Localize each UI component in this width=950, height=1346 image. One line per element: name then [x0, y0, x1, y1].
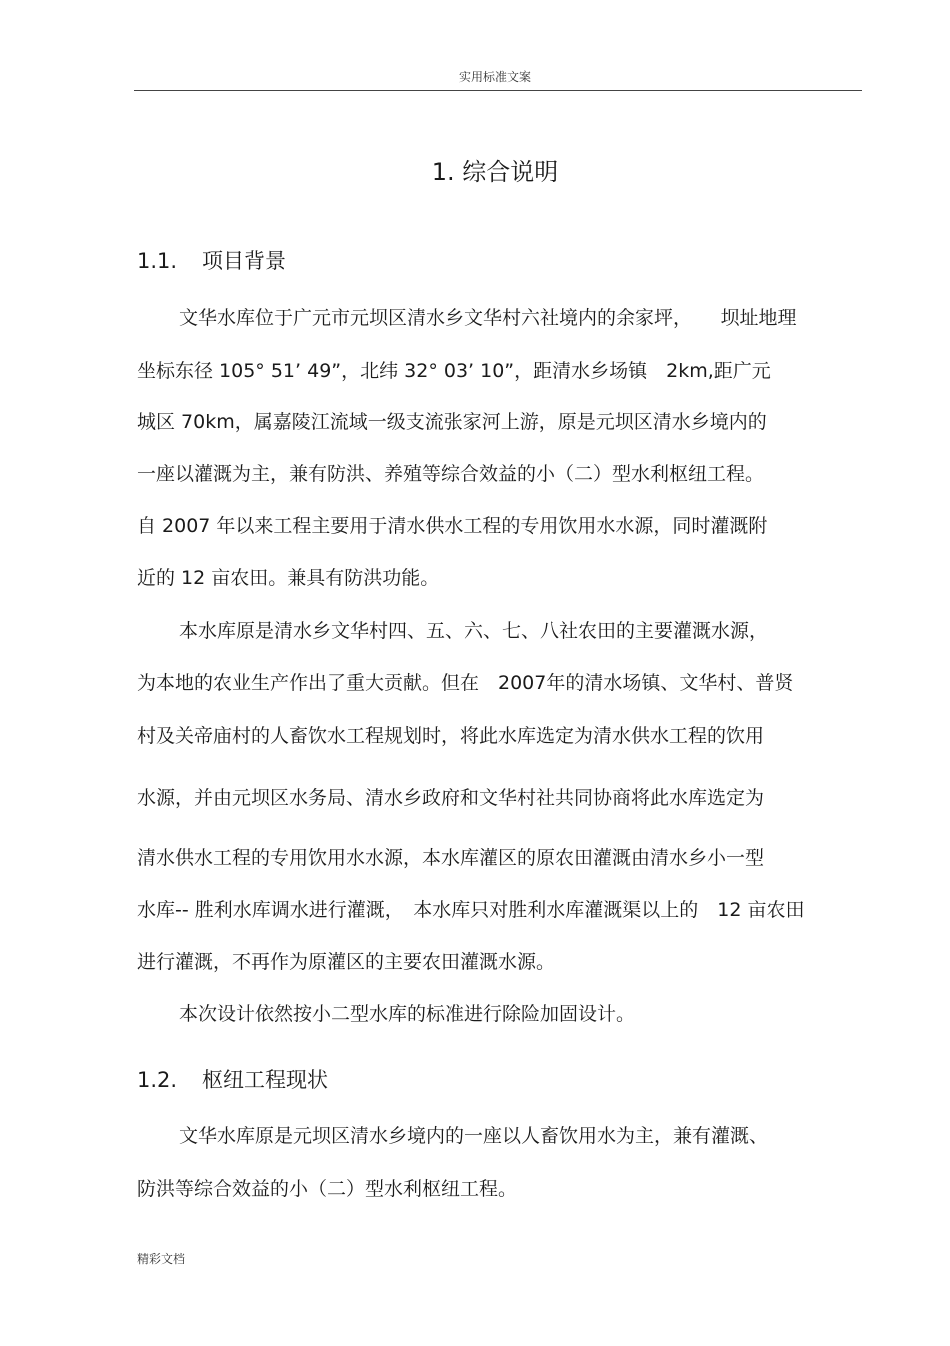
paragraph-line: 本水库原是清水乡文华村四、五、六、七、八社农田的主要灌溉水源，: [179, 620, 769, 642]
paragraph-line: 文华水库位于广元市元坝区清水乡文华村六社境内的余家坪， 坝址地理: [179, 307, 797, 329]
section-title: 枢纽工程现状: [202, 1068, 328, 1092]
paragraph-line: 文华水库原是元坝区清水乡境内的一座以人畜饮用水为主，兼有灌溉、: [179, 1125, 769, 1147]
section-heading-1-2: [137, 1064, 328, 1094]
paragraph-line: 城区 70km，属嘉陵江流域一级支流张家河上游，原是元坝区清水乡境内的: [137, 411, 767, 433]
paragraph-line: 防洪等综合效益的小（二）型水利枢纽工程。: [137, 1178, 518, 1200]
paragraph-line: 一座以灌溉为主，兼有防洪、养殖等综合效益的小（二）型水利枢纽工程。: [137, 463, 765, 485]
paragraph-line: 村及关帝庙村的人畜饮水工程规划时，将此水库选定为清水供水工程的饮用: [137, 725, 765, 747]
paragraph-line: 清水供水工程的专用饮用水水源，本水库灌区的原农田灌溉由清水乡小一型: [137, 847, 765, 869]
section-number: 1.2.: [137, 1068, 178, 1092]
paragraph-line: 为本地的农业生产作出了重大贡献。但在 2007年的清水场镇、文华村、普贤: [137, 672, 794, 694]
paragraph-line: 坐标东径 105° 51’ 49”，北纬 32° 03’ 10”，距清水乡场镇 2km,距广元: [137, 360, 771, 382]
paragraph-line: 自 2007 年以来工程主要用于清水供水工程的专用饮用水水源，同时灌溉附: [137, 515, 768, 537]
page-header: 实用标准文案: [458, 70, 531, 84]
section-title: 项目背景: [202, 249, 286, 273]
section-number: 1.1.: [137, 249, 178, 273]
paragraph-line: 进行灌溉，不再作为原灌区的主要农田灌溉水源。: [137, 951, 556, 973]
paragraph-line: 本次设计依然按小二型水库的标准进行除险加固设计。: [179, 1003, 636, 1025]
paragraph-line: 水源，并由元坝区水务局、清水乡政府和文华村社共同协商将此水库选定为: [137, 787, 765, 809]
page-footer: 精彩文档: [137, 1252, 186, 1266]
section-heading-1-1: [137, 245, 286, 275]
paragraph-line: 近的 12 亩农田。兼具有防洪功能。: [137, 567, 440, 589]
page-title: 1. 综合说明: [431, 158, 559, 186]
header-divider: [134, 90, 862, 91]
paragraph-line: 水库-- 胜利水库调水进行灌溉， 本水库只对胜利水库灌溉渠以上的 12 亩农田: [137, 899, 805, 921]
